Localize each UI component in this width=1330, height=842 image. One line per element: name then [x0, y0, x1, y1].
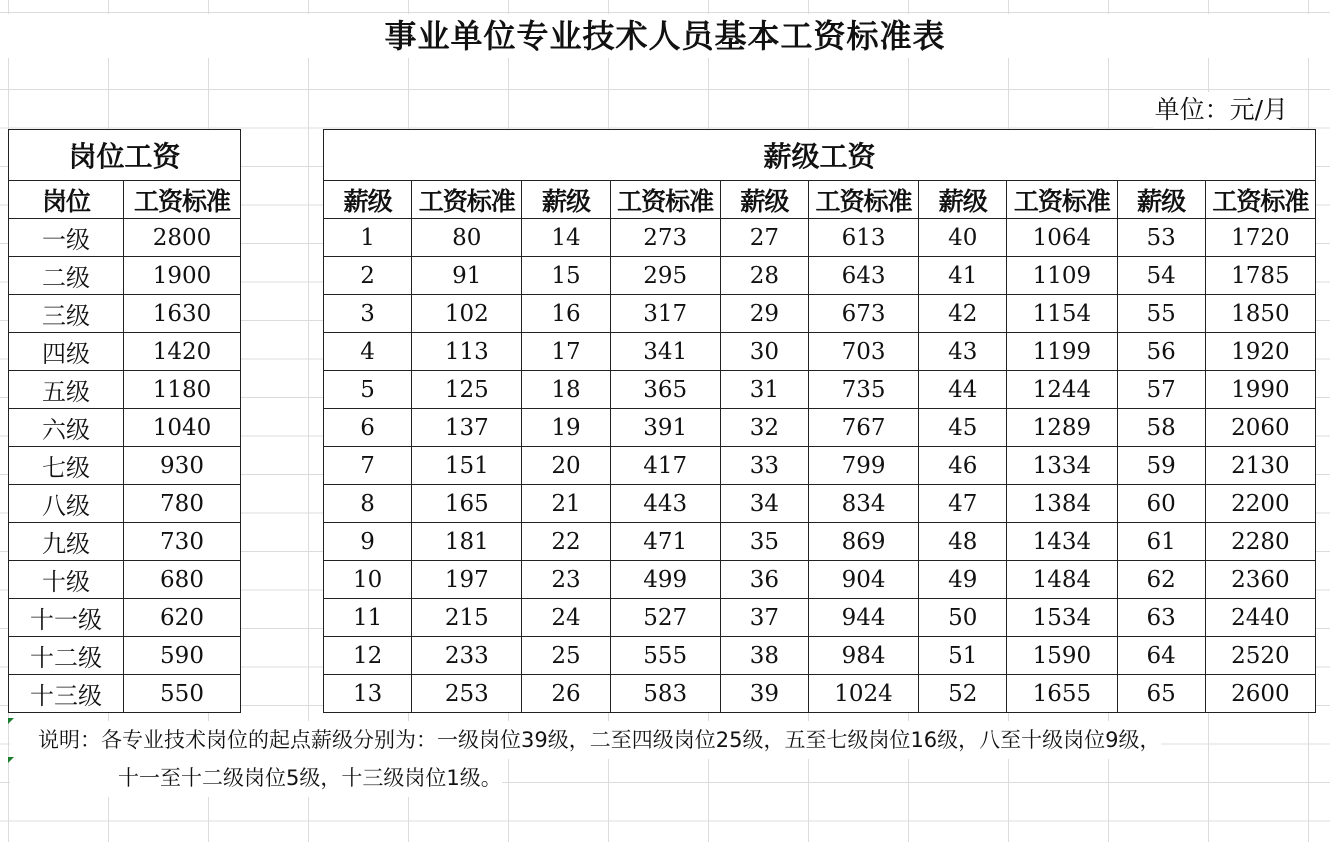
grade-standard-cell: 1109 — [1007, 257, 1117, 295]
table-row — [9, 371, 241, 409]
grade-standard-cell: 1334 — [1007, 447, 1117, 485]
grade-standard-cell: 91 — [412, 257, 522, 295]
grade-cell: 7 — [324, 447, 412, 485]
grade-cell: 53 — [1117, 219, 1205, 257]
unit-label: 单位：元/月 — [1153, 92, 1290, 128]
grade-cell: 58 — [1117, 409, 1205, 447]
grade-standard-cell: 137 — [412, 409, 522, 447]
grade-cell: 38 — [720, 637, 808, 675]
cell-marker — [8, 718, 14, 724]
grade-cell: 26 — [522, 675, 610, 713]
grade-cell: 2 — [324, 257, 412, 295]
grade-standard-cell: 1289 — [1007, 409, 1117, 447]
grade-standard-cell: 2360 — [1205, 561, 1315, 599]
table-row — [9, 409, 241, 447]
grade-standard-cell: 673 — [808, 295, 918, 333]
table-row — [9, 561, 241, 599]
grade-column-header: 薪级 — [919, 181, 1007, 219]
grade-standard-cell: 125 — [412, 371, 522, 409]
table-row — [9, 295, 241, 333]
grade-cell: 47 — [919, 485, 1007, 523]
post-standard-cell: 1040 — [124, 409, 241, 447]
grade-cell: 5 — [324, 371, 412, 409]
grade-standard-cell: 391 — [610, 409, 720, 447]
post-standard-cell: 680 — [124, 561, 241, 599]
grade-standard-cell: 80 — [412, 219, 522, 257]
post-standard-cell: 1420 — [124, 333, 241, 371]
grade-cell: 24 — [522, 599, 610, 637]
grade-cell: 64 — [1117, 637, 1205, 675]
grade-standard-cell: 471 — [610, 523, 720, 561]
grade-cell: 54 — [1117, 257, 1205, 295]
post-level-cell: 三级 — [9, 295, 124, 333]
grade-cell: 42 — [919, 295, 1007, 333]
table-row — [9, 637, 241, 675]
post-level-cell: 一级 — [9, 219, 124, 257]
grade-cell: 65 — [1117, 675, 1205, 713]
grade-standard-cell: 273 — [610, 219, 720, 257]
table-row — [324, 409, 1316, 447]
grade-cell: 6 — [324, 409, 412, 447]
post-standard-cell: 1630 — [124, 295, 241, 333]
table-row — [9, 333, 241, 371]
grade-cell: 59 — [1117, 447, 1205, 485]
grade-cell: 46 — [919, 447, 1007, 485]
grade-standard-cell: 151 — [412, 447, 522, 485]
grade-standard-column-header: 工资标准 — [412, 181, 522, 219]
table-row — [324, 523, 1316, 561]
post-level-cell: 十一级 — [9, 599, 124, 637]
grade-cell: 49 — [919, 561, 1007, 599]
grade-cell: 41 — [919, 257, 1007, 295]
post-level-cell: 八级 — [9, 485, 124, 523]
grade-cell: 20 — [522, 447, 610, 485]
table-row — [9, 599, 241, 637]
table-row — [9, 447, 241, 485]
grade-cell: 32 — [720, 409, 808, 447]
post-level-cell: 二级 — [9, 257, 124, 295]
post-standard-cell: 1180 — [124, 371, 241, 409]
table-row — [324, 485, 1316, 523]
grade-standard-cell: 181 — [412, 523, 522, 561]
table-row — [324, 599, 1316, 637]
grade-standard-cell: 1434 — [1007, 523, 1117, 561]
cell-marker — [8, 757, 14, 763]
grade-standard-column-header: 工资标准 — [610, 181, 720, 219]
post-level-cell: 六级 — [9, 409, 124, 447]
post-standard-cell: 1900 — [124, 257, 241, 295]
post-level-cell: 十级 — [9, 561, 124, 599]
grade-standard-column-header: 工资标准 — [1007, 181, 1117, 219]
grade-cell: 34 — [720, 485, 808, 523]
grade-cell: 44 — [919, 371, 1007, 409]
grade-standard-cell: 703 — [808, 333, 918, 371]
post-level-cell: 十三级 — [9, 675, 124, 713]
grade-cell: 25 — [522, 637, 610, 675]
grade-cell: 30 — [720, 333, 808, 371]
post-level-cell: 四级 — [9, 333, 124, 371]
grade-standard-cell: 834 — [808, 485, 918, 523]
grade-standard-cell: 365 — [610, 371, 720, 409]
grade-cell: 52 — [919, 675, 1007, 713]
grade-cell: 27 — [720, 219, 808, 257]
note — [10, 721, 1320, 797]
grade-standard-cell: 341 — [610, 333, 720, 371]
grade-cell: 60 — [1117, 485, 1205, 523]
grade-cell: 18 — [522, 371, 610, 409]
post-standard-cell: 550 — [124, 675, 241, 713]
grade-cell: 62 — [1117, 561, 1205, 599]
grade-standard-cell: 2200 — [1205, 485, 1315, 523]
grade-cell: 29 — [720, 295, 808, 333]
grade-standard-cell: 2130 — [1205, 447, 1315, 485]
grade-standard-cell: 197 — [412, 561, 522, 599]
table-row — [324, 333, 1316, 371]
grade-standard-cell: 583 — [610, 675, 720, 713]
grade-standard-cell: 1024 — [808, 675, 918, 713]
grade-cell: 1 — [324, 219, 412, 257]
table-row — [9, 523, 241, 561]
grade-standard-cell: 1064 — [1007, 219, 1117, 257]
post-standard-cell: 590 — [124, 637, 241, 675]
grade-standard-cell: 1785 — [1205, 257, 1315, 295]
post-level-cell: 十二级 — [9, 637, 124, 675]
table-row — [9, 219, 241, 257]
grade-standard-cell: 1244 — [1007, 371, 1117, 409]
grade-cell: 12 — [324, 637, 412, 675]
grade-standard-cell: 555 — [610, 637, 720, 675]
grade-standard-cell: 1990 — [1205, 371, 1315, 409]
grade-standard-cell: 1484 — [1007, 561, 1117, 599]
grade-standard-cell: 2600 — [1205, 675, 1315, 713]
grade-cell: 19 — [522, 409, 610, 447]
grade-salary-table — [323, 129, 1316, 713]
grade-standard-cell: 2440 — [1205, 599, 1315, 637]
grade-cell: 14 — [522, 219, 610, 257]
grade-standard-cell: 215 — [412, 599, 522, 637]
grade-standard-cell: 1154 — [1007, 295, 1117, 333]
grade-standard-cell: 735 — [808, 371, 918, 409]
grade-standard-cell: 1655 — [1007, 675, 1117, 713]
grade-standard-cell: 944 — [808, 599, 918, 637]
post-standard-cell: 780 — [124, 485, 241, 523]
grade-cell: 61 — [1117, 523, 1205, 561]
grade-cell: 9 — [324, 523, 412, 561]
grade-standard-cell: 2520 — [1205, 637, 1315, 675]
grade-cell: 37 — [720, 599, 808, 637]
note-line-2: 十一至十二级岗位5级，十三级岗位1级。 — [10, 759, 502, 797]
post-level-cell: 七级 — [9, 447, 124, 485]
post-standard-cell: 930 — [124, 447, 241, 485]
table-row — [324, 219, 1316, 257]
grade-cell: 16 — [522, 295, 610, 333]
post-column-header: 岗位 — [9, 181, 124, 219]
grade-cell: 3 — [324, 295, 412, 333]
grade-cell: 63 — [1117, 599, 1205, 637]
grade-standard-column-header: 工资标准 — [808, 181, 918, 219]
grade-standard-cell: 253 — [412, 675, 522, 713]
table-row — [324, 675, 1316, 713]
grade-salary-body — [324, 219, 1316, 713]
grade-cell: 17 — [522, 333, 610, 371]
grade-standard-cell: 2280 — [1205, 523, 1315, 561]
grade-standard-cell: 1850 — [1205, 295, 1315, 333]
post-level-cell: 九级 — [9, 523, 124, 561]
table-row — [324, 295, 1316, 333]
table-row — [9, 485, 241, 523]
grade-standard-cell: 2060 — [1205, 409, 1315, 447]
grade-cell: 51 — [919, 637, 1007, 675]
grade-cell: 22 — [522, 523, 610, 561]
table-row — [9, 257, 241, 295]
grade-cell: 21 — [522, 485, 610, 523]
table-row — [324, 371, 1316, 409]
table-row — [324, 447, 1316, 485]
post-standard-column-header: 工资标准 — [124, 181, 241, 219]
grade-cell: 57 — [1117, 371, 1205, 409]
grade-salary-group-header: 薪级工资 — [324, 130, 1316, 181]
grade-cell: 31 — [720, 371, 808, 409]
grade-standard-cell: 499 — [610, 561, 720, 599]
grade-cell: 23 — [522, 561, 610, 599]
grade-standard-cell: 869 — [808, 523, 918, 561]
grade-standard-cell: 799 — [808, 447, 918, 485]
grade-cell: 48 — [919, 523, 1007, 561]
grade-cell: 40 — [919, 219, 1007, 257]
table-row — [324, 257, 1316, 295]
grade-standard-cell: 102 — [412, 295, 522, 333]
grade-standard-cell: 1199 — [1007, 333, 1117, 371]
post-salary-table — [8, 129, 241, 713]
grade-standard-cell: 443 — [610, 485, 720, 523]
grade-standard-cell: 1534 — [1007, 599, 1117, 637]
grade-cell: 11 — [324, 599, 412, 637]
grade-cell: 13 — [324, 675, 412, 713]
grade-standard-cell: 1384 — [1007, 485, 1117, 523]
grade-standard-cell: 295 — [610, 257, 720, 295]
grade-standard-cell: 527 — [610, 599, 720, 637]
post-salary-group-header: 岗位工资 — [9, 130, 241, 181]
grade-cell: 33 — [720, 447, 808, 485]
table-row — [324, 561, 1316, 599]
post-standard-cell: 2800 — [124, 219, 241, 257]
grade-standard-cell: 165 — [412, 485, 522, 523]
grade-standard-cell: 767 — [808, 409, 918, 447]
grade-standard-cell: 1590 — [1007, 637, 1117, 675]
grade-cell: 4 — [324, 333, 412, 371]
post-standard-cell: 730 — [124, 523, 241, 561]
table-row — [9, 675, 241, 713]
grade-standard-cell: 984 — [808, 637, 918, 675]
grade-cell: 43 — [919, 333, 1007, 371]
grade-standard-column-header: 工资标准 — [1205, 181, 1315, 219]
grade-standard-cell: 317 — [610, 295, 720, 333]
grade-cell: 8 — [324, 485, 412, 523]
grade-cell: 50 — [919, 599, 1007, 637]
post-salary-body — [9, 219, 241, 713]
table-row — [324, 637, 1316, 675]
grade-column-header: 薪级 — [720, 181, 808, 219]
grade-column-header: 薪级 — [1117, 181, 1205, 219]
grade-cell: 35 — [720, 523, 808, 561]
grade-standard-cell: 417 — [610, 447, 720, 485]
page-title: 事业单位专业技术人员基本工资标准表 — [0, 14, 1330, 58]
grade-standard-cell: 904 — [808, 561, 918, 599]
post-standard-cell: 620 — [124, 599, 241, 637]
grade-cell: 39 — [720, 675, 808, 713]
grade-cell: 36 — [720, 561, 808, 599]
grade-column-header: 薪级 — [324, 181, 412, 219]
grade-cell: 56 — [1117, 333, 1205, 371]
grade-standard-cell: 1920 — [1205, 333, 1315, 371]
grade-standard-cell: 613 — [808, 219, 918, 257]
grade-standard-cell: 643 — [808, 257, 918, 295]
grade-cell: 10 — [324, 561, 412, 599]
grade-cell: 15 — [522, 257, 610, 295]
grade-standard-cell: 1720 — [1205, 219, 1315, 257]
grade-cell: 45 — [919, 409, 1007, 447]
grade-standard-cell: 113 — [412, 333, 522, 371]
grade-standard-cell: 233 — [412, 637, 522, 675]
grade-cell: 28 — [720, 257, 808, 295]
grade-column-header: 薪级 — [522, 181, 610, 219]
post-level-cell: 五级 — [9, 371, 124, 409]
grade-cell: 55 — [1117, 295, 1205, 333]
note-line-1: 说明：各专业技术岗位的起点薪级分别为：一级岗位39级，二至四级岗位25级，五至七级岗位16级，八至十级岗位9级， — [10, 721, 1161, 759]
